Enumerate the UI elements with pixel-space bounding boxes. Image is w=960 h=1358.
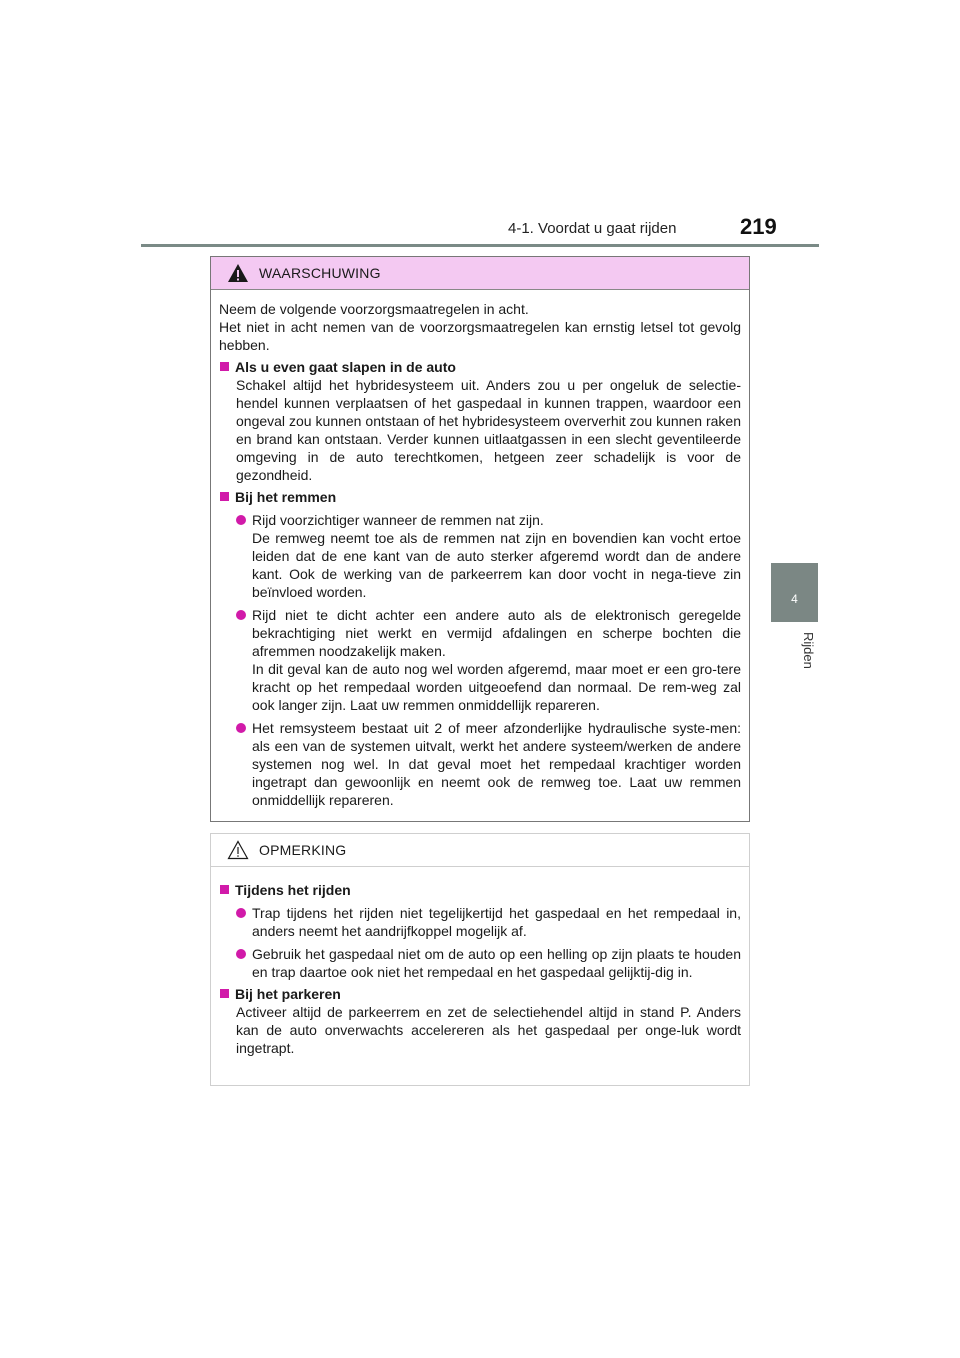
notice-section-driving	[219, 881, 741, 981]
section-header: 4-1. Voordat u gaat rijden	[508, 220, 677, 237]
warning-intro-1: Neem de volgende voorzorgsmaatregelen in acht.	[219, 301, 529, 317]
bullet-text: Rijd niet te dicht achter een andere auto als de elektronisch geregelde bekrachtiging niet werkt en vermijd afdalingen en scherpe bochten die afremmen noodzakelijk maken.	[252, 607, 741, 659]
page-number: 219	[740, 214, 777, 239]
bullet-text: Rijd voorzichtiger wanneer de remmen nat zijn.	[252, 512, 544, 528]
round-bullet-icon	[236, 515, 246, 525]
notice-section-parking	[219, 985, 741, 1057]
notice-box	[210, 833, 750, 1086]
warning-box	[210, 256, 750, 822]
chapter-tab	[771, 563, 818, 622]
notice-title: OPMERKING	[259, 842, 347, 858]
round-bullet-icon	[236, 949, 246, 959]
notice-header	[211, 834, 749, 867]
section-title-text: Bij het parkeren	[235, 986, 341, 1002]
bullet-text: De remweg neemt toe als de remmen nat zijn en bovendien kan vocht ertoe leiden dat de ene kant van de auto sterker afgeremd wordt dan de andere kant. Ook de werking van de parkeerrem kan door vocht in nega-tieve zin beïnvloed worden.	[252, 530, 741, 600]
list-item	[219, 945, 741, 981]
bullet-text: Gebruik het gaspedaal niet om de auto op een helling op zijn plaats te houden en trap daartoe ook niet het rempedaal en het gaspedaal gelijktij-dig in.	[252, 946, 741, 980]
list-item	[219, 511, 741, 601]
notice-body	[211, 867, 749, 1057]
list-item	[219, 904, 741, 940]
caution-triangle-icon	[227, 840, 249, 860]
list-item	[219, 606, 741, 714]
square-bullet-icon	[220, 362, 229, 371]
list-item	[219, 719, 741, 809]
warning-title: WAARSCHUWING	[259, 265, 381, 281]
warning-section-title	[219, 488, 741, 506]
section-text: Activeer altijd de parkeerrem en zet de selectiehendel altijd in stand P. Anders kan de auto onverwachts accelereren als het gaspedaal per onge-luk wordt ingetrapt.	[236, 1004, 741, 1056]
chapter-number: 4	[791, 592, 798, 606]
bullet-text: Het remsysteem bestaat uit 2 of meer afzonderlijke hydraulische syste-men: als een van de systemen uitvalt, werkt het andere systeem/werken de andere systemen nog wel. In dat geval moet het rempedaal krachtiger worden ingetrapt dan gewoonlijk en neemt ook de remweg toe. Laat uw remmen onmiddellijk repareren.	[252, 720, 741, 808]
chapter-label: Rijden	[801, 632, 816, 669]
round-bullet-icon	[236, 610, 246, 620]
section-title-text: Als u even gaat slapen in de auto	[235, 359, 456, 375]
square-bullet-icon	[220, 492, 229, 501]
warning-triangle-icon	[227, 263, 249, 283]
warning-section-title	[219, 358, 741, 376]
section-title-text: Bij het remmen	[235, 489, 337, 505]
square-bullet-icon	[220, 885, 229, 894]
warning-body	[211, 290, 749, 809]
round-bullet-icon	[236, 723, 246, 733]
square-bullet-icon	[220, 989, 229, 998]
round-bullet-icon	[236, 908, 246, 918]
warning-intro-2: Het niet in acht nemen van de voorzorgsmaatregelen kan ernstig letsel tot gevolg hebben.	[219, 319, 741, 353]
notice-section-title	[219, 881, 741, 899]
warning-header	[211, 257, 749, 290]
bullet-text: Trap tijdens het rijden niet tegelijkertijd het gaspedaal en het rempedaal in, anders neemt het aandrijfkoppel mogelijk af.	[252, 905, 741, 939]
bullet-text: In dit geval kan de auto nog wel worden afgeremd, maar moet er een gro-tere kracht op het rempedaal worden uitgeoefend dan normaal. De rem-weg zal ook langer zijn. Laat uw remmen onmiddellijk repareren.	[252, 661, 741, 713]
warning-section-braking	[219, 488, 741, 809]
warning-section-sleeping	[219, 358, 741, 484]
section-title-text: Tijdens het rijden	[235, 882, 351, 898]
header-divider	[141, 244, 819, 247]
notice-section-title	[219, 985, 741, 1003]
section-text: Schakel altijd het hybridesysteem uit. Anders zou u per ongeluk de selectie-hendel kunnen verplaatsen of het gaspedaal in kunnen trappen, waardoor een ongeval zou kunnen ontstaan of het hybridesysteem oververhit zou kunnen raken en brand kan ontstaan. Verder kunnen uitlaatgassen in een slecht geventileerde omgeving in de auto terechtkomen, hetgeen zeer schadelijk is voor de gezondheid.	[236, 377, 741, 483]
